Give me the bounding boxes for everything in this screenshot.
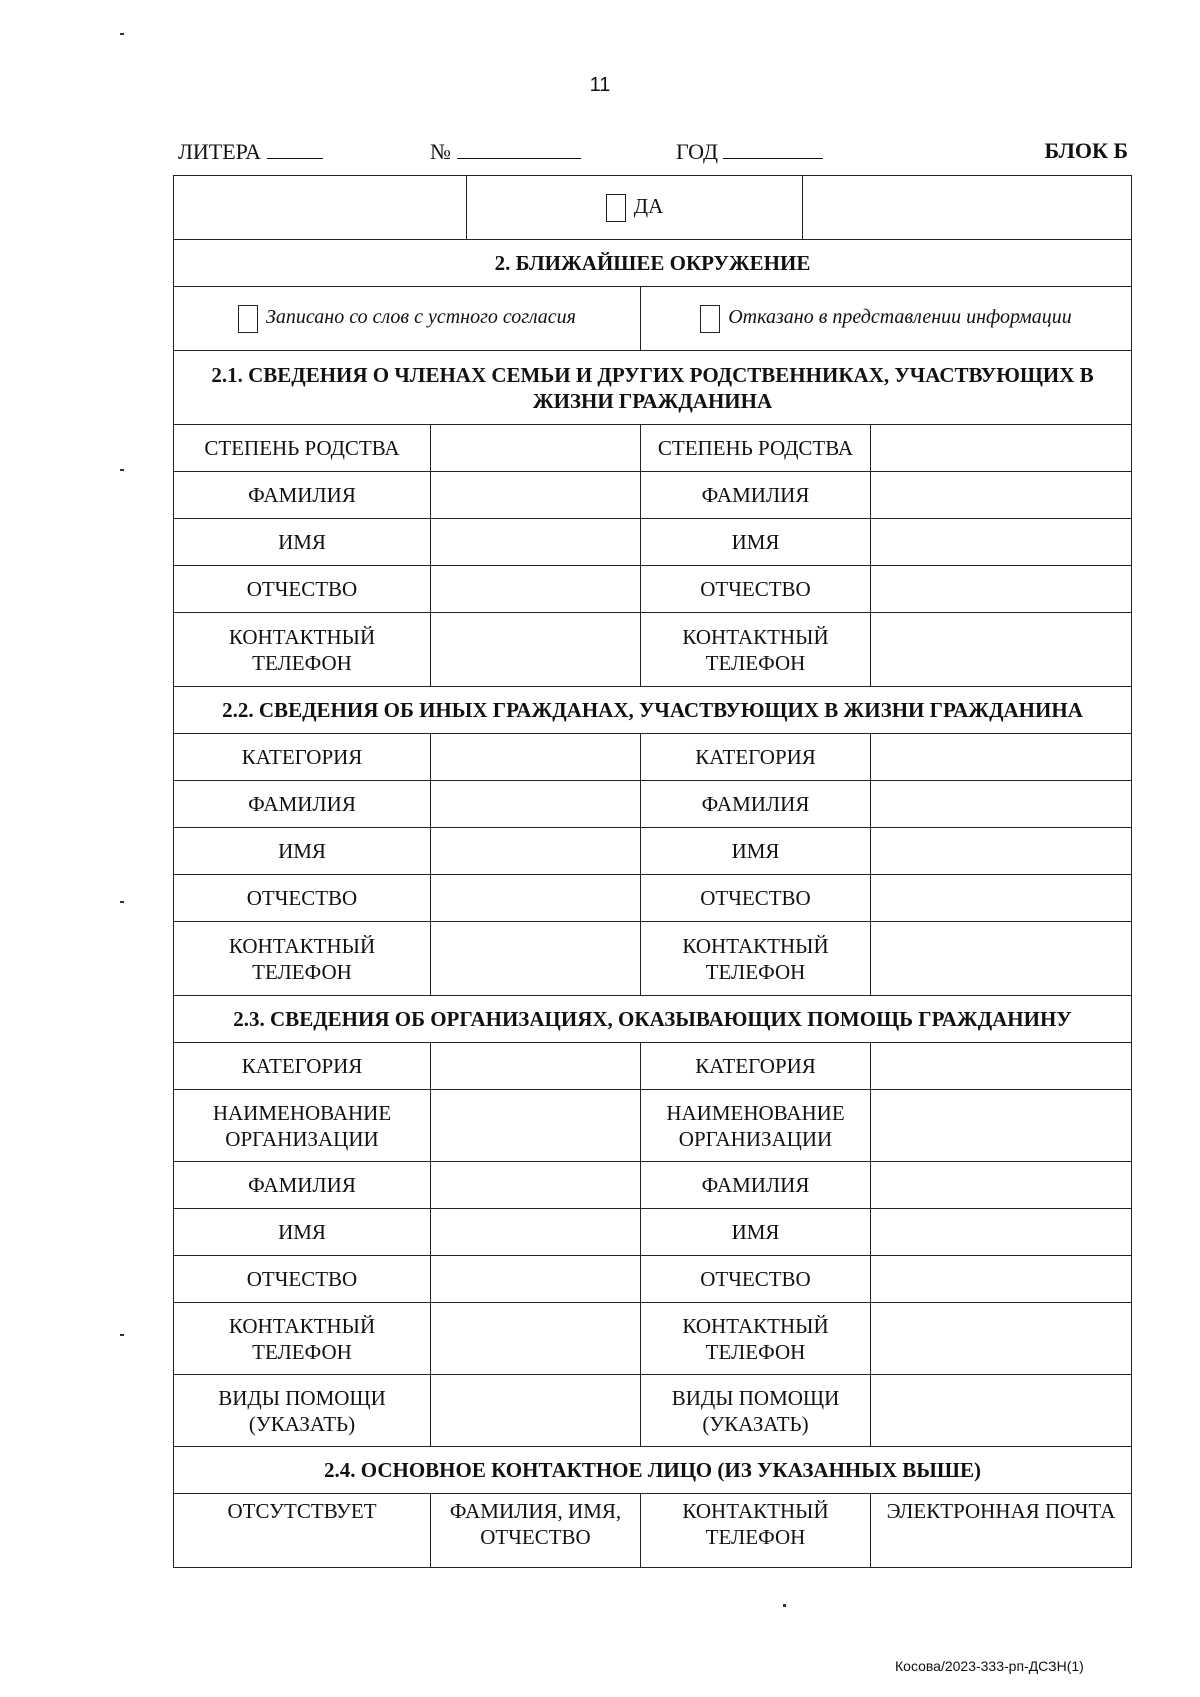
relatives-value-left[interactable] xyxy=(431,566,641,613)
citizens-label-left: ИМЯ xyxy=(174,828,431,875)
litera-label: ЛИТЕРА xyxy=(178,139,261,164)
orgs-value-right[interactable] xyxy=(871,1256,1132,1303)
refused-label: Отказано в представлении информации xyxy=(728,306,1072,329)
year-input[interactable] xyxy=(723,138,823,159)
top-cell-right[interactable] xyxy=(803,176,1132,240)
contact-absent-cell[interactable]: ОТСУТСТВУЕТ xyxy=(174,1494,431,1568)
relatives-value-right[interactable] xyxy=(871,519,1132,566)
orgs-label-left: ФАМИЛИЯ xyxy=(174,1162,431,1209)
year-field xyxy=(676,138,823,165)
citizens-label-right: КОНТАКТНЫЙ ТЕЛЕФОН xyxy=(641,922,871,996)
relatives-label-right: СТЕПЕНЬ РОДСТВА xyxy=(641,425,871,472)
number-label: № xyxy=(430,139,451,164)
orgs-label-left: ИМЯ xyxy=(174,1209,431,1256)
relatives-label-left: ФАМИЛИЯ xyxy=(174,472,431,519)
citizens-label-right: КАТЕГОРИЯ xyxy=(641,734,871,781)
orgs-value-right[interactable] xyxy=(871,1303,1132,1375)
orgs-label-right: ФАМИЛИЯ xyxy=(641,1162,871,1209)
yes-option[interactable] xyxy=(467,176,803,240)
orgs-label-left: НАИМЕНОВАНИЕ ОРГАНИЗАЦИИ xyxy=(174,1090,431,1162)
citizens-label-left: КОНТАКТНЫЙ ТЕЛЕФОН xyxy=(174,922,431,996)
relatives-label-left: КОНТАКТНЫЙ ТЕЛЕФОН xyxy=(174,613,431,687)
recorded-checkbox[interactable] xyxy=(238,305,258,333)
relatives-value-left[interactable] xyxy=(431,519,641,566)
document-code: Косова/2023-333-рп-ДСЗН(1) xyxy=(895,1658,1084,1674)
refused-option[interactable] xyxy=(641,287,1132,351)
litera-field xyxy=(178,138,323,165)
recorded-label: Записано со слов с устного согласия xyxy=(266,306,576,329)
orgs-label-right: ИМЯ xyxy=(641,1209,871,1256)
litera-input[interactable] xyxy=(267,138,323,159)
relatives-label-left: ОТЧЕСТВО xyxy=(174,566,431,613)
relatives-value-left[interactable] xyxy=(431,472,641,519)
citizens-value-left[interactable] xyxy=(431,734,641,781)
orgs-label-right: КАТЕГОРИЯ xyxy=(641,1043,871,1090)
page-number: 11 xyxy=(589,74,611,96)
citizens-value-left[interactable] xyxy=(431,922,641,996)
form-table xyxy=(173,175,1132,1568)
scan-mark xyxy=(120,901,124,903)
citizens-value-right[interactable] xyxy=(871,922,1132,996)
relatives-value-right[interactable] xyxy=(871,472,1132,519)
relatives-value-right[interactable] xyxy=(871,613,1132,687)
orgs-label-left: ВИДЫ ПОМОЩИ (УКАЗАТЬ) xyxy=(174,1375,431,1447)
contact-phone-cell[interactable]: КОНТАКТНЫЙ ТЕЛЕФОН xyxy=(641,1494,871,1568)
scan-mark xyxy=(120,469,124,471)
orgs-value-left[interactable] xyxy=(431,1090,641,1162)
section-2-3-title: 2.3. СВЕДЕНИЯ ОБ ОРГАНИЗАЦИЯХ, ОКАЗЫВАЮЩИХ ПОМОЩЬ ГРАЖДАНИНУ xyxy=(174,996,1132,1043)
orgs-value-left[interactable] xyxy=(431,1375,641,1447)
orgs-value-left[interactable] xyxy=(431,1209,641,1256)
citizens-label-left: КАТЕГОРИЯ xyxy=(174,734,431,781)
contact-fullname-cell[interactable]: ФАМИЛИЯ, ИМЯ, ОТЧЕСТВО xyxy=(431,1494,641,1568)
citizens-value-left[interactable] xyxy=(431,781,641,828)
orgs-label-right: КОНТАКТНЫЙ ТЕЛЕФОН xyxy=(641,1303,871,1375)
relatives-label-left: ИМЯ xyxy=(174,519,431,566)
relatives-value-right[interactable] xyxy=(871,566,1132,613)
orgs-label-left: ОТЧЕСТВО xyxy=(174,1256,431,1303)
yes-label: ДА xyxy=(633,193,664,218)
relatives-value-left[interactable] xyxy=(431,425,641,472)
orgs-value-left[interactable] xyxy=(431,1303,641,1375)
relatives-label-right: ФАМИЛИЯ xyxy=(641,472,871,519)
orgs-label-right: ОТЧЕСТВО xyxy=(641,1256,871,1303)
scan-mark xyxy=(120,33,124,35)
refused-checkbox[interactable] xyxy=(700,305,720,333)
form-header xyxy=(178,138,1128,168)
citizens-value-left[interactable] xyxy=(431,828,641,875)
block-label: БЛОК Б xyxy=(1044,138,1128,163)
orgs-value-right[interactable] xyxy=(871,1375,1132,1447)
number-field xyxy=(430,138,581,165)
orgs-label-left: КОНТАКТНЫЙ ТЕЛЕФОН xyxy=(174,1303,431,1375)
relatives-label-right: ОТЧЕСТВО xyxy=(641,566,871,613)
citizens-value-right[interactable] xyxy=(871,828,1132,875)
scan-mark xyxy=(783,1604,786,1607)
orgs-value-right[interactable] xyxy=(871,1162,1132,1209)
contact-email-cell[interactable]: ЭЛЕКТРОННАЯ ПОЧТА xyxy=(871,1494,1132,1568)
citizens-value-right[interactable] xyxy=(871,875,1132,922)
citizens-value-right[interactable] xyxy=(871,781,1132,828)
citizens-label-right: ОТЧЕСТВО xyxy=(641,875,871,922)
citizens-value-right[interactable] xyxy=(871,734,1132,781)
orgs-value-right[interactable] xyxy=(871,1043,1132,1090)
orgs-value-right[interactable] xyxy=(871,1090,1132,1162)
orgs-label-right: ВИДЫ ПОМОЩИ (УКАЗАТЬ) xyxy=(641,1375,871,1447)
orgs-value-left[interactable] xyxy=(431,1043,641,1090)
section-2-title: 2. БЛИЖАЙШЕЕ ОКРУЖЕНИЕ xyxy=(174,240,1132,287)
recorded-option[interactable] xyxy=(174,287,641,351)
scan-mark xyxy=(120,1334,124,1336)
orgs-value-left[interactable] xyxy=(431,1162,641,1209)
citizens-label-right: ФАМИЛИЯ xyxy=(641,781,871,828)
section-2-4-title: 2.4. ОСНОВНОЕ КОНТАКТНОЕ ЛИЦО (ИЗ УКАЗАННЫХ ВЫШЕ) xyxy=(174,1447,1132,1494)
relatives-label-left: СТЕПЕНЬ РОДСТВА xyxy=(174,425,431,472)
orgs-value-left[interactable] xyxy=(431,1256,641,1303)
orgs-value-right[interactable] xyxy=(871,1209,1132,1256)
relatives-value-right[interactable] xyxy=(871,425,1132,472)
section-2-2-title: 2.2. СВЕДЕНИЯ ОБ ИНЫХ ГРАЖДАНАХ, УЧАСТВУЮЩИХ В ЖИЗНИ ГРАЖДАНИНА xyxy=(174,687,1132,734)
relatives-value-left[interactable] xyxy=(431,613,641,687)
orgs-label-left: КАТЕГОРИЯ xyxy=(174,1043,431,1090)
citizens-label-left: ОТЧЕСТВО xyxy=(174,875,431,922)
year-label: ГОД xyxy=(676,139,718,164)
relatives-label-right: ИМЯ xyxy=(641,519,871,566)
relatives-label-right: КОНТАКТНЫЙ ТЕЛЕФОН xyxy=(641,613,871,687)
section-2-1-title: 2.1. СВЕДЕНИЯ О ЧЛЕНАХ СЕМЬИ И ДРУГИХ РОДСТВЕННИКАХ, УЧАСТВУЮЩИХ В ЖИЗНИ ГРАЖДАНИНА xyxy=(174,351,1132,425)
citizens-label-left: ФАМИЛИЯ xyxy=(174,781,431,828)
top-cell-left[interactable] xyxy=(174,176,467,240)
citizens-value-left[interactable] xyxy=(431,875,641,922)
citizens-label-right: ИМЯ xyxy=(641,828,871,875)
orgs-label-right: НАИМЕНОВАНИЕ ОРГАНИЗАЦИИ xyxy=(641,1090,871,1162)
yes-checkbox[interactable] xyxy=(606,194,626,222)
number-input[interactable] xyxy=(457,138,581,159)
